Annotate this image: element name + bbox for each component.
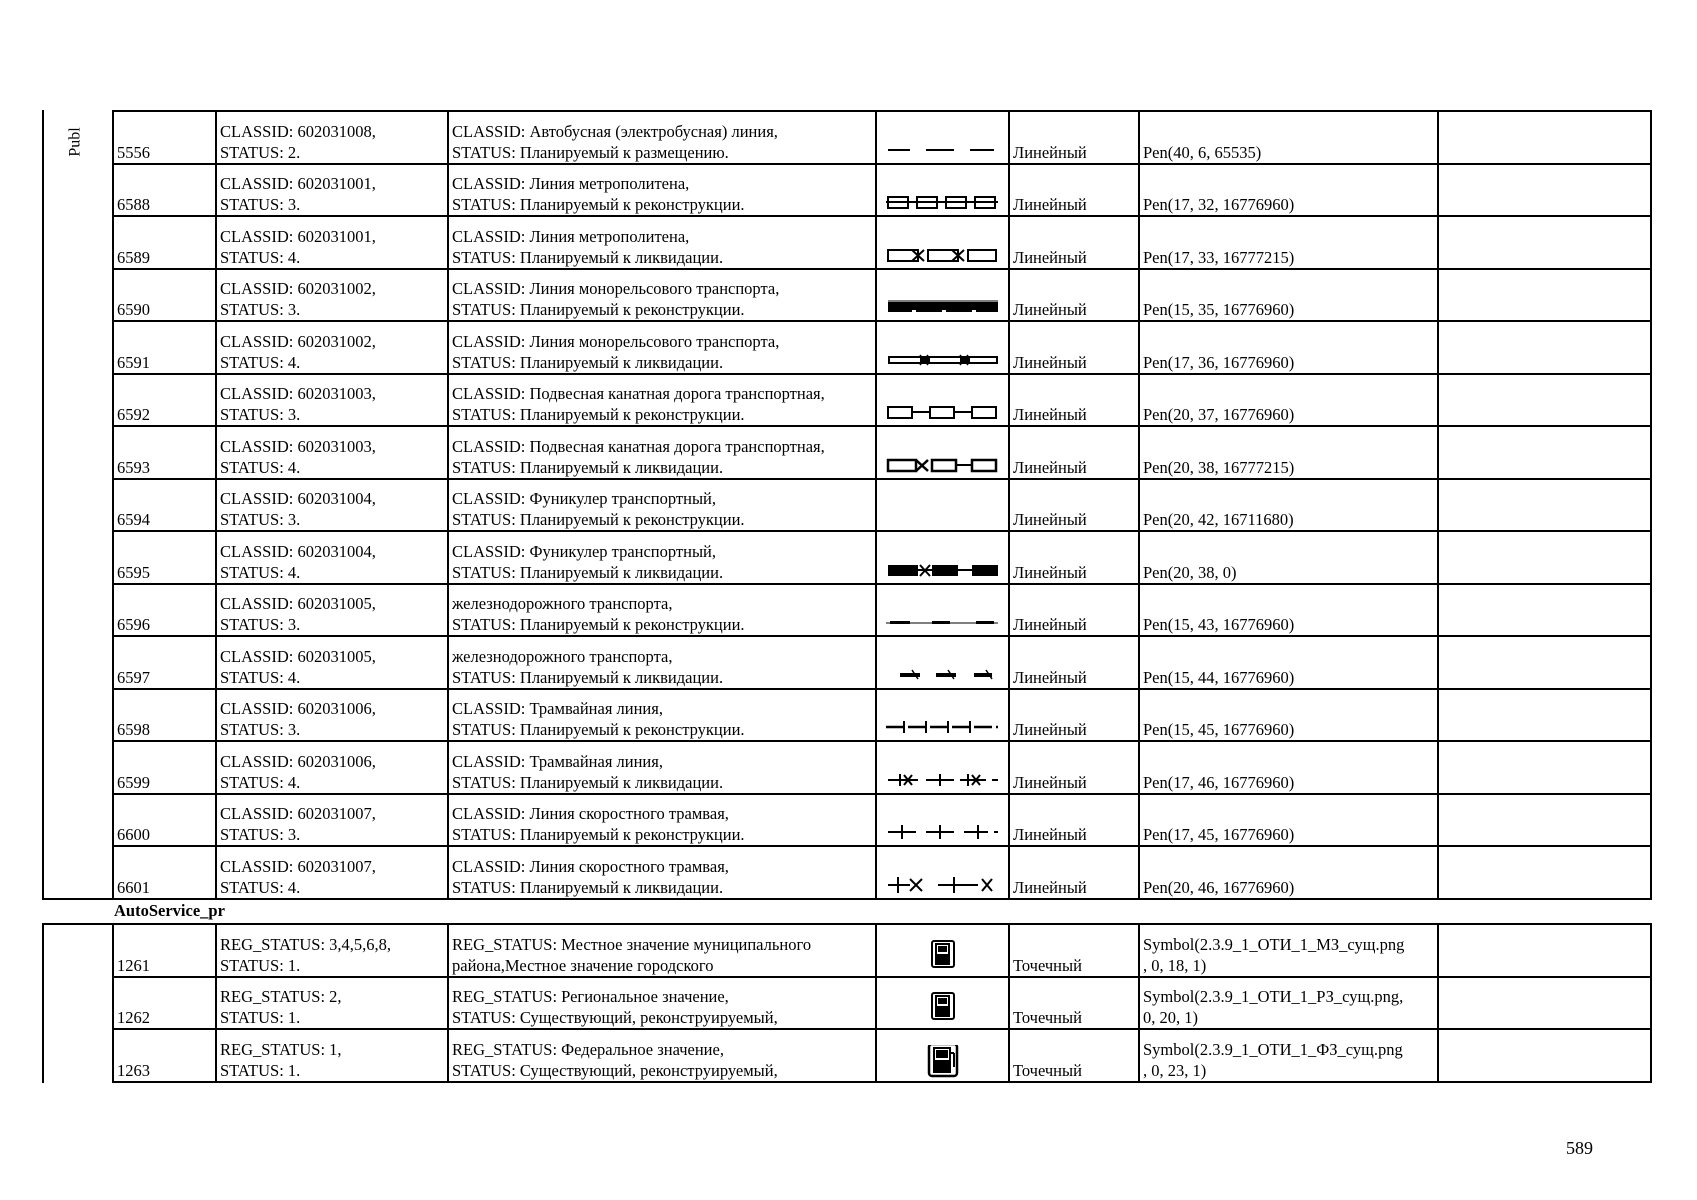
symbol-preview-cell (876, 531, 1009, 584)
empty-cell (1438, 479, 1651, 532)
geometry-type-cell: Линейный (1009, 111, 1139, 164)
style-definition-cell: Pen(20, 38, 16777215) (1139, 426, 1438, 479)
symbol-preview-cell (876, 846, 1009, 899)
empty-cell (1438, 794, 1651, 847)
cell-line: CLASSID: 602031004, (220, 489, 376, 508)
table-row (113, 741, 1651, 794)
cell-line: CLASSID: Линия монорельсового транспорта, (452, 331, 780, 351)
style-definition-cell: Pen(20, 37, 16776960) (1139, 374, 1438, 427)
classid-code-cell (216, 374, 448, 427)
cell-line: REG_STATUS: 2, (220, 987, 342, 1006)
classid-description-cell (448, 1029, 876, 1082)
geometry-type-cell: Точечный (1009, 977, 1139, 1030)
cell-line: STATUS: Планируемый к ликвидации. (452, 562, 724, 582)
style-definition-cell: Pen(20, 46, 16776960) (1139, 846, 1438, 899)
fast-tram-symbol (882, 819, 1004, 845)
fuel-station-large-icon (882, 1045, 1004, 1081)
funicular-crossed-symbol (882, 557, 1004, 583)
classid-description-cell (448, 741, 876, 794)
empty-cell (1438, 846, 1651, 899)
geometry-type-cell: Линейный (1009, 216, 1139, 269)
cell-line: STATUS: Планируемый к ликвидации. (452, 772, 724, 792)
cell-line: , 0, 18, 1) (1143, 955, 1207, 975)
table-row (113, 426, 1651, 479)
cell-line: CLASSID: 602031003, (220, 436, 376, 456)
symbol-id-cell: 1261 (113, 924, 216, 977)
symbol-id-cell: 6600 (113, 794, 216, 847)
classid-description-cell (448, 636, 876, 689)
line-symbols-table (112, 110, 1652, 900)
empty-cell (1438, 269, 1651, 322)
symbol-preview-cell (876, 269, 1009, 322)
fuel-station-icon (882, 992, 1004, 1028)
table-row (113, 164, 1651, 217)
style-definition-cell (1139, 977, 1438, 1030)
classid-code-cell (216, 1029, 448, 1082)
cell-line: STATUS: Планируемый к ликвидации. (452, 352, 724, 372)
left-margin-line-bottom (42, 923, 44, 1083)
classid-description-cell (448, 111, 876, 164)
cell-line: железнодорожного транспорта, (452, 646, 673, 666)
classid-description-cell (448, 977, 876, 1030)
classid-description-cell (448, 846, 876, 899)
cell-line: STATUS: 4. (220, 562, 301, 582)
cell-line: REG_STATUS: 1, (220, 1039, 342, 1059)
geometry-type-cell: Линейный (1009, 269, 1139, 322)
cell-line: STATUS: Планируемый к реконструкции. (452, 825, 745, 844)
section-title: AutoService_pr (114, 901, 225, 920)
fast-tram-crossed-symbol (882, 872, 1004, 898)
cell-line: STATUS: Существующий, реконструируемый, (452, 1060, 778, 1080)
style-definition-cell: Pen(15, 43, 16776960) (1139, 584, 1438, 637)
classid-code-cell (216, 689, 448, 742)
table-row (113, 689, 1651, 742)
symbol-preview-cell (876, 426, 1009, 479)
geometry-type-cell: Линейный (1009, 164, 1139, 217)
cell-line: STATUS: 4. (220, 457, 301, 477)
cell-line: CLASSID: Автобусная (электробусная) линия, (452, 121, 778, 141)
symbol-preview-cell (876, 111, 1009, 164)
symbol-preview-cell (876, 741, 1009, 794)
classid-description-cell (448, 479, 876, 532)
table-row (113, 794, 1651, 847)
cell-line: CLASSID: Фуникулер транспортный, (452, 541, 716, 561)
classid-code-cell (216, 216, 448, 269)
cell-line: CLASSID: Линия скоростного трамвая, (452, 856, 729, 876)
side-label: Publ (67, 127, 84, 157)
cell-line: CLASSID: 602031007, (220, 856, 376, 876)
cell-line: STATUS: 1. (220, 1008, 301, 1027)
cell-line: STATUS: 4. (220, 877, 301, 897)
empty-cell (1438, 374, 1651, 427)
symbol-preview-cell (876, 689, 1009, 742)
cell-line: STATUS: 3. (220, 615, 301, 634)
table-row (113, 924, 1651, 977)
classid-code-cell (216, 584, 448, 637)
cell-line: CLASSID: 602031005, (220, 594, 376, 613)
cell-line: CLASSID: Трамвайная линия, (452, 699, 663, 718)
symbol-preview-cell (876, 479, 1009, 532)
symbol-id-cell: 6593 (113, 426, 216, 479)
cell-line: STATUS: 2. (220, 142, 301, 162)
cableway-symbol (882, 399, 1004, 425)
table-row (113, 479, 1651, 532)
empty-cell (1438, 321, 1651, 374)
cell-line: CLASSID: Линия скоростного трамвая, (452, 804, 729, 823)
cell-line: CLASSID: 602031002, (220, 331, 376, 351)
cell-line: CLASSID: 602031002, (220, 279, 376, 298)
style-definition-cell: Pen(20, 38, 0) (1139, 531, 1438, 584)
cell-line: CLASSID: 602031008, (220, 121, 376, 141)
dash-line-symbol (882, 137, 1004, 163)
geometry-type-cell: Линейный (1009, 794, 1139, 847)
symbol-id-cell: 6595 (113, 531, 216, 584)
geometry-type-cell: Точечный (1009, 1029, 1139, 1082)
geometry-type-cell: Линейный (1009, 321, 1139, 374)
cell-line: железнодорожного транспорта, (452, 594, 673, 613)
symbol-preview-cell (876, 374, 1009, 427)
classid-description-cell (448, 216, 876, 269)
table-row (113, 531, 1651, 584)
symbol-preview-cell (876, 164, 1009, 217)
classid-code-cell (216, 794, 448, 847)
cell-line: STATUS: Планируемый к реконструкции. (452, 195, 745, 214)
symbol-id-cell: 6598 (113, 689, 216, 742)
cell-line: Symbol(2.3.9_1_ОТИ_1_МЗ_сущ.png (1143, 934, 1405, 954)
classid-code-cell (216, 164, 448, 217)
empty-cell (1438, 1029, 1651, 1082)
empty-cell (1438, 216, 1651, 269)
geometry-type-cell: Линейный (1009, 479, 1139, 532)
classid-description-cell (448, 584, 876, 637)
cell-line: STATUS: 3. (220, 300, 301, 319)
table-row (113, 636, 1651, 689)
table-row (113, 269, 1651, 322)
classid-description-cell (448, 689, 876, 742)
classid-code-cell (216, 531, 448, 584)
tram-crossed-symbol (882, 767, 1004, 793)
classid-description-cell (448, 269, 876, 322)
style-definition-cell (1139, 1029, 1438, 1082)
cell-line: CLASSID: 602031007, (220, 804, 376, 823)
table-row (113, 216, 1651, 269)
empty-cell (1438, 584, 1651, 637)
table-row (113, 977, 1651, 1030)
classid-description-cell (448, 321, 876, 374)
style-definition-cell: Pen(17, 45, 16776960) (1139, 794, 1438, 847)
left-margin-line-top (42, 110, 44, 900)
cell-line: STATUS: 3. (220, 195, 301, 214)
symbol-id-cell: 6588 (113, 164, 216, 217)
geometry-type-cell: Точечный (1009, 924, 1139, 977)
symbol-id-cell: 6599 (113, 741, 216, 794)
cell-line: CLASSID: Линия монорельсового транспорта, (452, 279, 780, 298)
geometry-type-cell: Линейный (1009, 741, 1139, 794)
cell-line: STATUS: 1. (220, 1060, 301, 1080)
symbol-id-cell: 1263 (113, 1029, 216, 1082)
empty-cell (1438, 531, 1651, 584)
point-symbols-table (112, 923, 1652, 1083)
style-definition-cell: Pen(17, 33, 16777215) (1139, 216, 1438, 269)
cell-line: CLASSID: Фуникулер транспортный, (452, 489, 716, 508)
classid-code-cell (216, 924, 448, 977)
symbol-preview-cell (876, 636, 1009, 689)
style-definition-cell: Pen(17, 32, 16776960) (1139, 164, 1438, 217)
cell-line: STATUS: Планируемый к ликвидации. (452, 877, 724, 897)
cell-line: STATUS: Планируемый к реконструкции. (452, 405, 745, 424)
classid-description-cell (448, 924, 876, 977)
cell-line: REG_STATUS: Федеральное значение, (452, 1039, 724, 1059)
cell-line: REG_STATUS: 3,4,5,6,8, (220, 934, 392, 954)
symbol-id-cell: 5556 (113, 111, 216, 164)
symbol-preview-cell (876, 584, 1009, 637)
cell-line: CLASSID: Подвесная канатная дорога транспортная, (452, 384, 825, 403)
monorail-crossed-symbol (882, 347, 1004, 373)
classid-code-cell (216, 846, 448, 899)
symbol-id-cell: 6592 (113, 374, 216, 427)
table-row (113, 846, 1651, 899)
symbol-preview-cell (876, 977, 1009, 1030)
empty-cell (1438, 111, 1651, 164)
classid-description-cell (448, 426, 876, 479)
cell-line: STATUS: 4. (220, 667, 301, 687)
cell-line: STATUS: 4. (220, 772, 301, 792)
symbol-preview-cell (876, 321, 1009, 374)
cell-line: CLASSID: 602031006, (220, 751, 376, 771)
cell-line: STATUS: 3. (220, 720, 301, 739)
cell-line: CLASSID: Трамвайная линия, (452, 751, 663, 771)
cableway-crossed-symbol (882, 452, 1004, 478)
cell-line: STATUS: 1. (220, 955, 301, 975)
classid-code-cell (216, 741, 448, 794)
tram-symbol (882, 714, 1004, 740)
empty-cell (1438, 741, 1651, 794)
geometry-type-cell: Линейный (1009, 689, 1139, 742)
cell-line: Symbol(2.3.9_1_ОТИ_1_РЗ_сущ.png, (1143, 987, 1404, 1006)
table-row (113, 321, 1651, 374)
cell-line: CLASSID: Подвесная канатная дорога транспортная, (452, 436, 825, 456)
classid-code-cell (216, 977, 448, 1030)
symbol-preview-cell (876, 924, 1009, 977)
cell-line: CLASSID: 602031001, (220, 226, 376, 246)
classid-description-cell (448, 164, 876, 217)
style-definition-cell: Pen(20, 42, 16711680) (1139, 479, 1438, 532)
metro-crossed-symbol (882, 242, 1004, 268)
cell-line: STATUS: 4. (220, 247, 301, 267)
cell-line: STATUS: Существующий, реконструируемый, (452, 1008, 778, 1027)
style-definition-cell: Pen(17, 36, 16776960) (1139, 321, 1438, 374)
cell-line: CLASSID: 602031004, (220, 541, 376, 561)
rail-thin-symbol (882, 609, 1004, 635)
table-row (113, 1029, 1651, 1082)
style-definition-cell: Pen(40, 6, 65535) (1139, 111, 1438, 164)
empty-cell (1438, 636, 1651, 689)
cell-line: STATUS: Планируемый к ликвидации. (452, 247, 724, 267)
cell-line: STATUS: 3. (220, 405, 301, 424)
style-definition-cell (1139, 924, 1438, 977)
symbol-id-cell: 1262 (113, 977, 216, 1030)
monorail-symbol (882, 294, 1004, 320)
rail-crossed-symbol (882, 662, 1004, 688)
geometry-type-cell: Линейный (1009, 846, 1139, 899)
table-row (113, 111, 1651, 164)
style-definition-cell: Pen(15, 44, 16776960) (1139, 636, 1438, 689)
classid-code-cell (216, 426, 448, 479)
symbol-id-cell: 6601 (113, 846, 216, 899)
cell-line: STATUS: Планируемый к размещению. (452, 142, 729, 162)
classid-description-cell (448, 531, 876, 584)
symbol-preview-cell (876, 1029, 1009, 1082)
classid-description-cell (448, 794, 876, 847)
cell-line: CLASSID: 602031006, (220, 699, 376, 718)
empty-cell (1438, 689, 1651, 742)
symbol-id-cell: 6589 (113, 216, 216, 269)
cell-line: CLASSID: Линия метрополитена, (452, 174, 690, 193)
style-definition-cell: Pen(15, 45, 16776960) (1139, 689, 1438, 742)
geometry-type-cell: Линейный (1009, 374, 1139, 427)
cell-line: STATUS: Планируемый к реконструкции. (452, 300, 745, 319)
cell-line: STATUS: Планируемый к ликвидации. (452, 667, 724, 687)
symbol-id-cell: 6594 (113, 479, 216, 532)
symbol-id-cell: 6590 (113, 269, 216, 322)
geometry-type-cell: Линейный (1009, 426, 1139, 479)
symbol-preview-cell (876, 216, 1009, 269)
fuel-station-icon (882, 940, 1004, 976)
table-row (113, 374, 1651, 427)
geometry-type-cell: Линейный (1009, 636, 1139, 689)
symbol-preview-cell (876, 794, 1009, 847)
cell-line: REG_STATUS: Местное значение муниципального (452, 934, 812, 954)
cell-line: , 0, 23, 1) (1143, 1060, 1207, 1080)
cell-line: Symbol(2.3.9_1_ОТИ_1_ФЗ_сущ.png (1143, 1039, 1403, 1059)
cell-line: района,Местное значение городского (452, 955, 714, 975)
empty-cell (1438, 924, 1651, 977)
geometry-type-cell: Линейный (1009, 584, 1139, 637)
empty-cell (1438, 164, 1651, 217)
classid-code-cell (216, 479, 448, 532)
cell-line: STATUS: 3. (220, 510, 301, 529)
style-definition-cell: Pen(17, 46, 16776960) (1139, 741, 1438, 794)
cell-line: STATUS: Планируемый к ликвидации. (452, 457, 724, 477)
classid-code-cell (216, 111, 448, 164)
page-number: 589 (1566, 1138, 1593, 1158)
symbol-id-cell: 6597 (113, 636, 216, 689)
cell-line: CLASSID: 602031005, (220, 646, 376, 666)
classid-code-cell (216, 636, 448, 689)
style-definition-cell: Pen(15, 35, 16776960) (1139, 269, 1438, 322)
classid-code-cell (216, 321, 448, 374)
cell-line: CLASSID: Линия метрополитена, (452, 226, 690, 246)
cell-line: STATUS: 4. (220, 352, 301, 372)
metro-boxes-symbol (882, 189, 1004, 215)
table-row (113, 584, 1651, 637)
cell-line: STATUS: Планируемый к реконструкции. (452, 615, 745, 634)
classid-code-cell (216, 269, 448, 322)
symbol-id-cell: 6591 (113, 321, 216, 374)
cell-line: STATUS: Планируемый к реконструкции. (452, 510, 745, 529)
classid-description-cell (448, 374, 876, 427)
cell-line: STATUS: 3. (220, 825, 301, 844)
cell-line: 0, 20, 1) (1143, 1008, 1198, 1027)
cell-line: CLASSID: 602031001, (220, 174, 376, 193)
empty-cell (1438, 426, 1651, 479)
empty-cell (1438, 977, 1651, 1030)
symbol-id-cell: 6596 (113, 584, 216, 637)
cell-line: STATUS: Планируемый к реконструкции. (452, 720, 745, 739)
geometry-type-cell: Линейный (1009, 531, 1139, 584)
section-header-row (42, 898, 1650, 925)
cell-line: CLASSID: 602031003, (220, 384, 376, 403)
cell-line: REG_STATUS: Региональное значение, (452, 987, 729, 1006)
